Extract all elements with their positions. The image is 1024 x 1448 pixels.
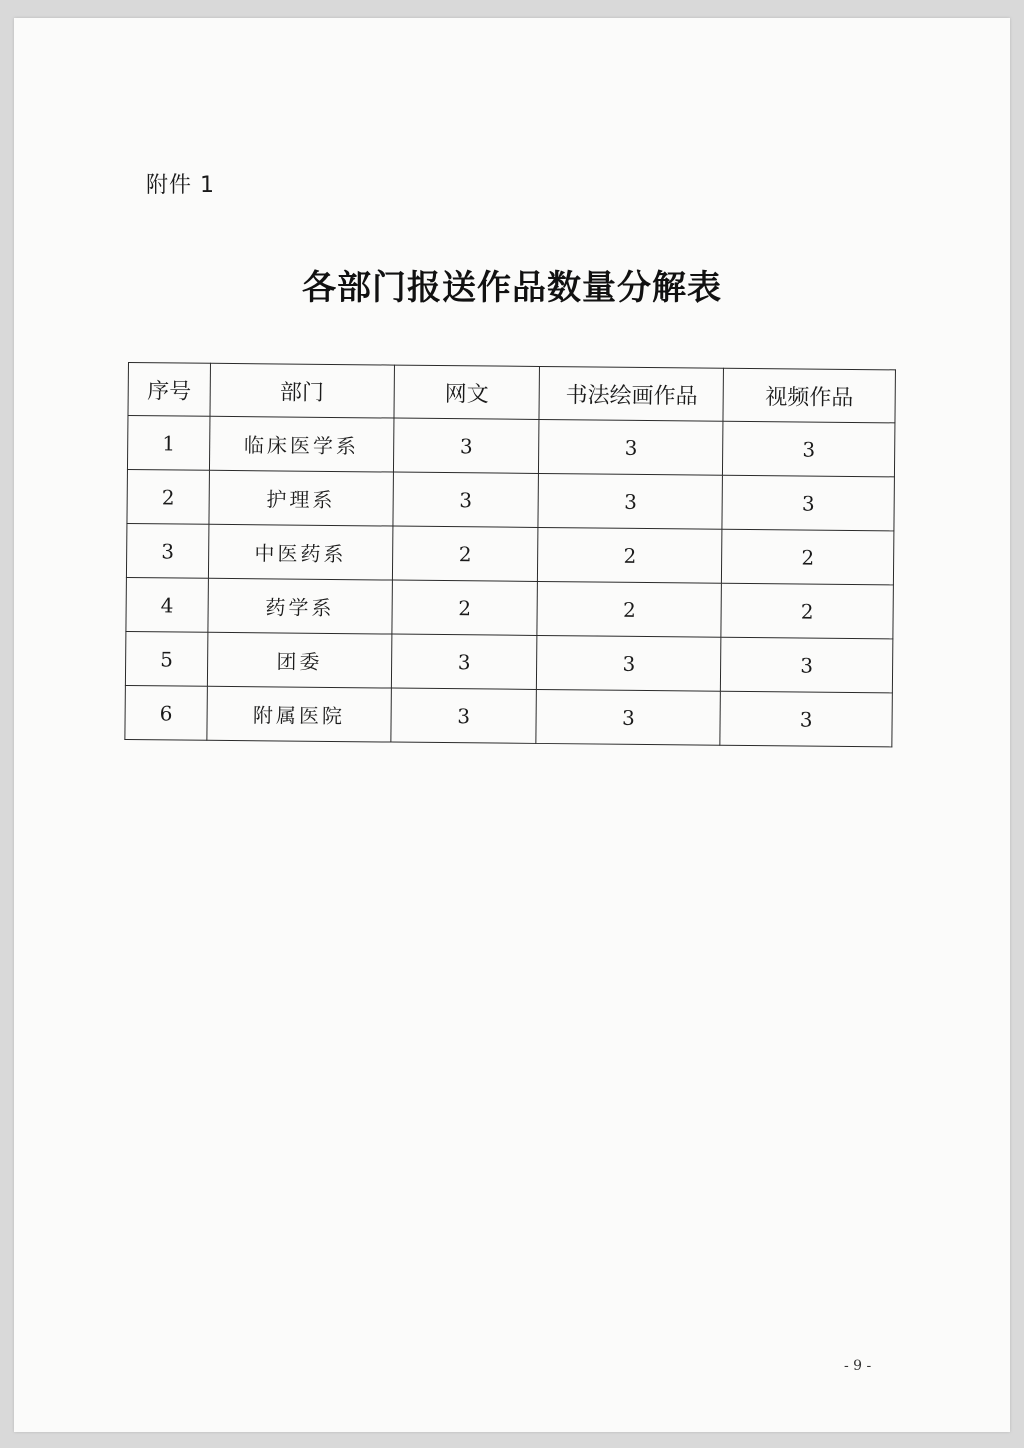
cell-serial: 3 <box>126 523 208 578</box>
cell-department: 临床医学系 <box>209 416 393 472</box>
document-title: 各部门报送作品数量分解表 <box>302 268 722 308</box>
cell-web-count: 3 <box>391 634 537 689</box>
cell-video-count: 2 <box>721 583 893 639</box>
cell-calligraphy-count: 3 <box>536 689 720 745</box>
page-number: - 9 - <box>844 1358 872 1374</box>
table-row <box>127 416 894 477</box>
table-row <box>126 577 893 638</box>
table-header-row <box>128 363 895 423</box>
header-serial: 序号 <box>128 363 210 417</box>
cell-web-count: 2 <box>392 580 538 635</box>
cell-web-count: 3 <box>393 418 539 473</box>
cell-calligraphy-count: 2 <box>537 581 721 637</box>
cell-serial: 1 <box>127 416 209 471</box>
table-row <box>125 631 892 692</box>
table-row <box>126 523 893 584</box>
cell-calligraphy-count: 3 <box>537 635 721 691</box>
cell-video-count: 3 <box>722 475 894 531</box>
cell-calligraphy-count: 3 <box>539 419 723 475</box>
cell-video-count: 2 <box>722 529 894 585</box>
cell-video-count: 3 <box>720 691 892 747</box>
cell-serial: 4 <box>126 577 208 632</box>
cell-web-count: 3 <box>393 472 539 527</box>
document-page <box>14 18 1010 1432</box>
cell-web-count: 2 <box>392 526 538 581</box>
cell-web-count: 3 <box>391 688 537 743</box>
cell-calligraphy-count: 3 <box>538 473 722 529</box>
header-web-article: 网文 <box>394 365 540 419</box>
table-row <box>125 685 892 746</box>
cell-department: 中医药系 <box>208 524 392 580</box>
cell-department: 药学系 <box>208 578 392 634</box>
distribution-table <box>124 362 896 747</box>
attachment-label: 附件 1 <box>146 173 215 198</box>
table-row <box>127 469 894 530</box>
cell-serial: 2 <box>127 469 209 524</box>
cell-department: 团委 <box>207 632 391 688</box>
cell-calligraphy-count: 2 <box>538 527 722 583</box>
cell-department: 护理系 <box>209 470 393 526</box>
header-department: 部门 <box>210 363 394 418</box>
header-video: 视频作品 <box>723 368 895 423</box>
cell-department: 附属医院 <box>207 686 391 742</box>
header-calligraphy-painting: 书法绘画作品 <box>539 366 723 421</box>
cell-video-count: 3 <box>721 637 893 693</box>
cell-video-count: 3 <box>723 421 895 477</box>
cell-serial: 5 <box>125 631 207 686</box>
cell-serial: 6 <box>125 685 207 740</box>
